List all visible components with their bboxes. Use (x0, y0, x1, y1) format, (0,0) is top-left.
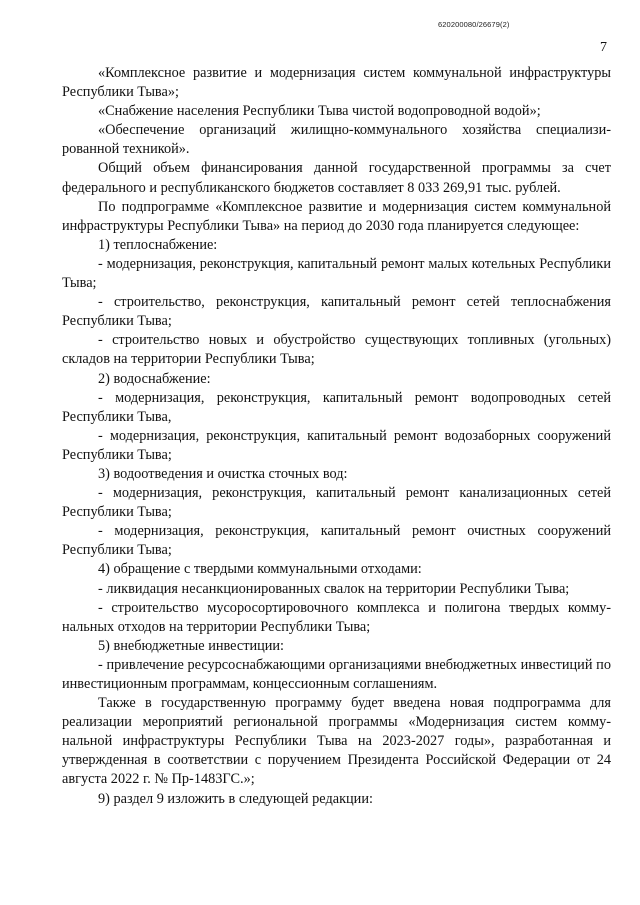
paragraph: «Снабжение населения Республики Тыва чистой водопроводной водой»; (98, 103, 541, 120)
list-item: - строительство, реконструкция, капитальный ремонт сетей теплоснабжения Республики Тыва; (62, 294, 611, 330)
list-item: - модернизация, реконструкция, капитальный ремонт водозаборных сооружений Республики Тыва; (62, 427, 611, 463)
paragraph: Общий объем финансирования данной государственной программы за счет федерального и республиканского бюджетов составляет 8 033 269,91 тыс. рублей. (62, 160, 611, 196)
list-item: - строительство новых и обустройство существующих топливных (угольных) складов на территории Республики Тыва; (62, 332, 611, 368)
paragraph: 9) раздел 9 изложить в следующей редакции: (98, 790, 373, 807)
list-heading: 3) водоотведения и очистка сточных вод: (98, 465, 348, 482)
list-item: - ликвидация несанкционированных свалок на территории Республики Тыва; (98, 580, 570, 597)
paragraph: «Обеспечение организаций жилищно-коммунального хозяйства специализированной техникой». (62, 122, 611, 158)
list-item: - привлечение ресурсоснабжающими организациями внебюджетных инвестиций по инвестиционным программам, концессионным соглашениям. (62, 656, 611, 692)
document-id: 620200080/26679(2) (438, 20, 510, 29)
paragraph: По подпрограмме «Комплексное развитие и модернизация систем коммунальной инфраструктуры Республики Тыва» на период до 2030 года планируется следующее: (62, 198, 611, 234)
list-heading: 5) внебюджетные инвестиции: (98, 637, 285, 654)
list-item: - модернизация, реконструкция, капитальный ремонт водопроводных сетей Республики Тыва, (62, 389, 611, 425)
paragraph: «Комплексное развитие и модернизация систем коммунальной инфраструктуры Республики Тыва»; (62, 65, 611, 101)
list-heading: 2) водоснабжение: (98, 370, 211, 387)
list-item: - модернизация, реконструкция, капитальный ремонт канализационных сетей Республики Тыва; (62, 485, 611, 521)
list-heading: 4) обращение с твердыми коммунальными отходами: (98, 561, 422, 578)
list-item: - модернизация, реконструкция, капитальный ремонт малых котельных Республики Тыва; (62, 255, 611, 292)
page-number: 7 (600, 40, 607, 55)
list-item: - модернизация, реконструкция, капитальный ремонт очистных сооружений Республики Тыва; (62, 523, 611, 559)
paragraph: Также в государственную программу будет введена новая подпрограмма для реализации мероприятий региональной программы «Модернизация систем коммунальной инфраструктуры Республики Тыва на 2023-2027 годы», разработанная и утвержденная в соответствии с поручением Президента Российской Федерации от 24 августа 2022 г. № Пр-1483ГС.»; (62, 695, 611, 788)
document-body (62, 64, 611, 809)
list-heading: 1) теплоснабжение: (98, 236, 218, 253)
list-item: - строительство мусоросортировочного комплекса и полигона твердых коммунальных отходов на территории Республики Тыва; (62, 599, 611, 635)
